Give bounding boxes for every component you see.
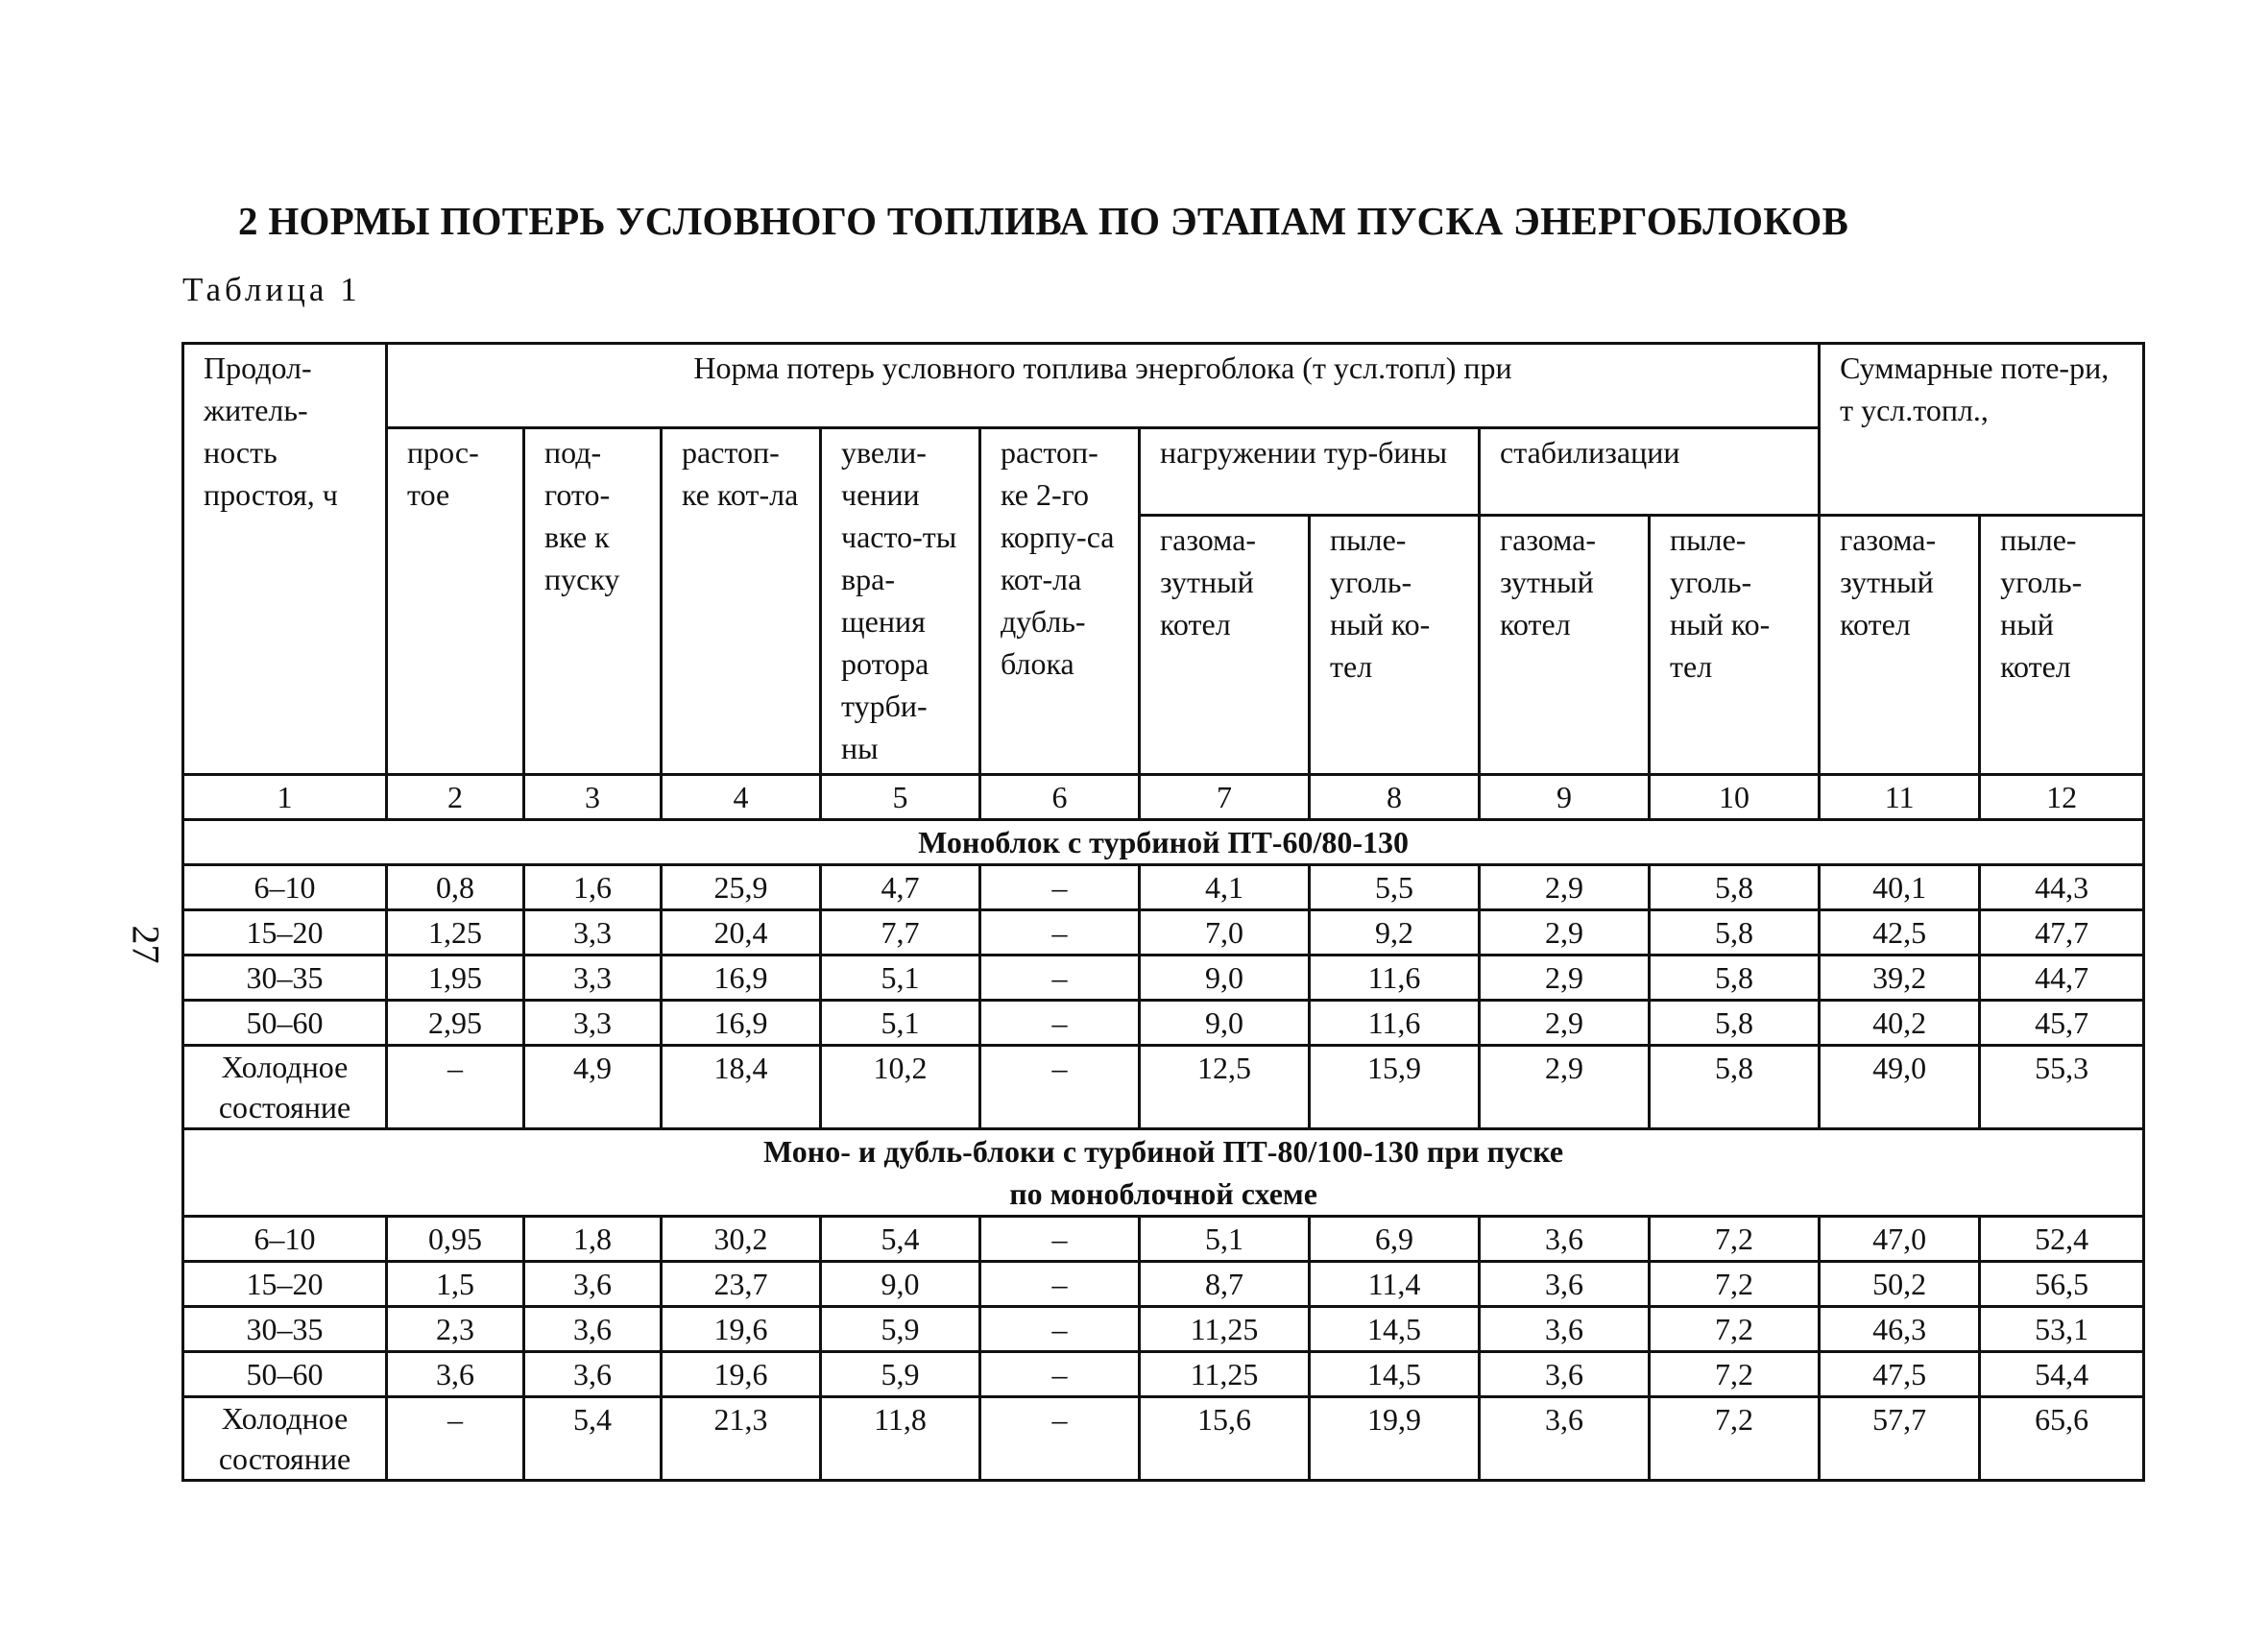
value-cell: 1,8 <box>524 1217 662 1262</box>
duration-cell: 6–10 <box>183 865 387 910</box>
header-stab-gas: газома-зутный котел <box>1480 516 1650 775</box>
header-total-coal: пыле-уголь-ный котел <box>1980 516 2144 775</box>
table-row <box>183 1352 2144 1397</box>
value-cell: 7,2 <box>1650 1352 1820 1397</box>
value-cell: 46,3 <box>1820 1307 1980 1352</box>
value-cell: 3,6 <box>524 1307 662 1352</box>
value-cell: 47,0 <box>1820 1217 1980 1262</box>
column-number-row <box>183 775 2144 820</box>
value-cell: 44,7 <box>1980 956 2144 1001</box>
duration-cell: 50–60 <box>183 1352 387 1397</box>
duration-cell: 6–10 <box>183 1217 387 1262</box>
value-cell: 3,6 <box>524 1262 662 1307</box>
value-cell: 57,7 <box>1820 1397 1980 1481</box>
section2-body <box>183 1217 2144 1481</box>
value-cell: 2,9 <box>1480 910 1650 956</box>
table-row <box>183 1001 2144 1046</box>
value-cell: 50,2 <box>1820 1262 1980 1307</box>
value-cell: 2,9 <box>1480 956 1650 1001</box>
header-col4: растоп-ке кот-ла <box>662 428 821 775</box>
section1-body <box>183 865 2144 1129</box>
value-cell: 11,6 <box>1310 956 1480 1001</box>
value-cell: 6,9 <box>1310 1217 1480 1262</box>
value-cell: – <box>980 1397 1140 1481</box>
table-row <box>183 1217 2144 1262</box>
header-loading-gas: газома-зутный котел <box>1140 516 1310 775</box>
value-cell: – <box>980 1001 1140 1046</box>
table-row <box>183 865 2144 910</box>
header-loading: нагружении тур-бины <box>1140 428 1480 516</box>
value-cell: 65,6 <box>1980 1397 2144 1481</box>
page-number: 27 <box>124 925 168 964</box>
value-cell: 7,7 <box>821 910 980 956</box>
value-cell: – <box>980 1046 1140 1129</box>
value-cell: 9,2 <box>1310 910 1480 956</box>
value-cell: 0,95 <box>387 1217 524 1262</box>
duration-cell: 50–60 <box>183 1001 387 1046</box>
value-cell: – <box>980 910 1140 956</box>
value-cell: 9,0 <box>821 1262 980 1307</box>
value-cell: 2,3 <box>387 1307 524 1352</box>
value-cell: 5,8 <box>1650 1001 1820 1046</box>
value-cell: 5,4 <box>524 1397 662 1481</box>
value-cell: – <box>980 956 1140 1001</box>
value-cell: 8,7 <box>1140 1262 1310 1307</box>
value-cell: 5,5 <box>1310 865 1480 910</box>
table-row <box>183 956 2144 1001</box>
value-cell: 7,0 <box>1140 910 1310 956</box>
value-cell: 11,4 <box>1310 1262 1480 1307</box>
header-duration: Продол-житель-ность простоя, ч <box>183 344 387 775</box>
value-cell: 25,9 <box>662 865 821 910</box>
value-cell: 11,25 <box>1140 1352 1310 1397</box>
header-row-1 <box>183 344 2144 428</box>
value-cell: 5,9 <box>821 1352 980 1397</box>
header-total-gas: газома-зутный котел <box>1820 516 1980 775</box>
value-cell: 19,9 <box>1310 1397 1480 1481</box>
value-cell: 5,8 <box>1650 956 1820 1001</box>
table-label: Таблица 1 <box>182 271 361 308</box>
value-cell: 47,5 <box>1820 1352 1980 1397</box>
value-cell: 2,9 <box>1480 1001 1650 1046</box>
column-number: 7 <box>1140 775 1310 820</box>
value-cell: 3,6 <box>1480 1352 1650 1397</box>
duration-cell: Холодное состояние <box>183 1046 387 1129</box>
value-cell: 14,5 <box>1310 1307 1480 1352</box>
duration-cell: 15–20 <box>183 910 387 956</box>
fuel-loss-norms-table <box>181 342 2145 1482</box>
header-col6: растоп-ке 2-го корпу-са кот-ла дубль-блока <box>980 428 1140 775</box>
value-cell: 3,6 <box>387 1352 524 1397</box>
value-cell: – <box>980 865 1140 910</box>
page-heading: 2 НОРМЫ ПОТЕРЬ УСЛОВНОГО ТОПЛИВА ПО ЭТАПАМ ПУСКА ЭНЕРГОБЛОКОВ <box>238 199 1849 243</box>
value-cell: – <box>980 1262 1140 1307</box>
value-cell: 5,1 <box>821 1001 980 1046</box>
value-cell: 9,0 <box>1140 956 1310 1001</box>
value-cell: 3,3 <box>524 956 662 1001</box>
duration-cell: 15–20 <box>183 1262 387 1307</box>
value-cell: 11,25 <box>1140 1307 1310 1352</box>
value-cell: – <box>387 1046 524 1129</box>
value-cell: 1,6 <box>524 865 662 910</box>
header-norm-group: Норма потерь условного топлива энергоблока (т усл.топл) при <box>387 344 1820 428</box>
value-cell: 47,7 <box>1980 910 2144 956</box>
header-stabilization: стабилизации <box>1480 428 1820 516</box>
value-cell: 3,6 <box>1480 1307 1650 1352</box>
value-cell: 5,8 <box>1650 1046 1820 1129</box>
value-cell: – <box>387 1397 524 1481</box>
column-number: 12 <box>1980 775 2144 820</box>
value-cell: 11,8 <box>821 1397 980 1481</box>
value-cell: – <box>980 1217 1140 1262</box>
column-number: 5 <box>821 775 980 820</box>
value-cell: 2,95 <box>387 1001 524 1046</box>
header-col3: под-гото-вке к пуску <box>524 428 662 775</box>
value-cell: 19,6 <box>662 1307 821 1352</box>
value-cell: 3,6 <box>1480 1262 1650 1307</box>
value-cell: 3,6 <box>1480 1217 1650 1262</box>
value-cell: 5,1 <box>1140 1217 1310 1262</box>
column-number: 11 <box>1820 775 1980 820</box>
value-cell: 39,2 <box>1820 956 1980 1001</box>
value-cell: 1,95 <box>387 956 524 1001</box>
value-cell: 1,5 <box>387 1262 524 1307</box>
duration-cell: 30–35 <box>183 1307 387 1352</box>
table-row <box>183 910 2144 956</box>
value-cell: 40,2 <box>1820 1001 1980 1046</box>
value-cell: 49,0 <box>1820 1046 1980 1129</box>
section-title <box>183 1129 2144 1217</box>
header-total-group: Суммарные поте-ри, т усл.топл., <box>1820 344 2144 516</box>
value-cell: 21,3 <box>662 1397 821 1481</box>
value-cell: 4,1 <box>1140 865 1310 910</box>
value-cell: 19,6 <box>662 1352 821 1397</box>
section-title-line: по моноблочной схеме <box>1009 1176 1317 1211</box>
value-cell: 2,9 <box>1480 1046 1650 1129</box>
value-cell: 12,5 <box>1140 1046 1310 1129</box>
value-cell: 7,2 <box>1650 1262 1820 1307</box>
header-stab-coal: пыле-уголь-ный ко-тел <box>1650 516 1820 775</box>
table-row <box>183 1262 2144 1307</box>
header-col5: увели-чении часто-ты вра-щения ротора турби-ны <box>821 428 980 775</box>
value-cell: 10,2 <box>821 1046 980 1129</box>
value-cell: 30,2 <box>662 1217 821 1262</box>
value-cell: 18,4 <box>662 1046 821 1129</box>
value-cell: 3,6 <box>524 1352 662 1397</box>
value-cell: 7,2 <box>1650 1397 1820 1481</box>
value-cell: 52,4 <box>1980 1217 2144 1262</box>
section-title-line: Моно- и дубль-блоки с турбиной ПТ-80/100-130 при пуске <box>763 1134 1564 1169</box>
value-cell: 20,4 <box>662 910 821 956</box>
column-number: 3 <box>524 775 662 820</box>
value-cell: 9,0 <box>1140 1001 1310 1046</box>
column-number: 6 <box>980 775 1140 820</box>
table-row <box>183 1397 2144 1481</box>
column-number: 1 <box>183 775 387 820</box>
value-cell: 5,1 <box>821 956 980 1001</box>
value-cell: 15,6 <box>1140 1397 1310 1481</box>
table-row <box>183 1046 2144 1129</box>
value-cell: 15,9 <box>1310 1046 1480 1129</box>
value-cell: 23,7 <box>662 1262 821 1307</box>
value-cell: 44,3 <box>1980 865 2144 910</box>
value-cell: 4,7 <box>821 865 980 910</box>
value-cell: 53,1 <box>1980 1307 2144 1352</box>
value-cell: 1,25 <box>387 910 524 956</box>
value-cell: 45,7 <box>1980 1001 2144 1046</box>
value-cell: 5,9 <box>821 1307 980 1352</box>
value-cell: 14,5 <box>1310 1352 1480 1397</box>
column-number: 2 <box>387 775 524 820</box>
value-cell: 3,3 <box>524 1001 662 1046</box>
value-cell: 2,9 <box>1480 865 1650 910</box>
value-cell: 5,4 <box>821 1217 980 1262</box>
value-cell: 16,9 <box>662 1001 821 1046</box>
value-cell: 0,8 <box>387 865 524 910</box>
value-cell: 5,8 <box>1650 865 1820 910</box>
value-cell: 3,6 <box>1480 1397 1650 1481</box>
section-title: Моноблок с турбиной ПТ-60/80-130 <box>183 820 2144 865</box>
column-number: 8 <box>1310 775 1480 820</box>
value-cell: 11,6 <box>1310 1001 1480 1046</box>
duration-cell: Холодное состояние <box>183 1397 387 1481</box>
value-cell: – <box>980 1352 1140 1397</box>
column-number: 4 <box>662 775 821 820</box>
value-cell: 40,1 <box>1820 865 1980 910</box>
value-cell: 55,3 <box>1980 1046 2144 1129</box>
value-cell: – <box>980 1307 1140 1352</box>
value-cell: 5,8 <box>1650 910 1820 956</box>
section-row <box>183 820 2144 865</box>
value-cell: 56,5 <box>1980 1262 2144 1307</box>
value-cell: 54,4 <box>1980 1352 2144 1397</box>
value-cell: 3,3 <box>524 910 662 956</box>
header-loading-coal: пыле-уголь-ный ко-тел <box>1310 516 1480 775</box>
table-row <box>183 1307 2144 1352</box>
value-cell: 7,2 <box>1650 1307 1820 1352</box>
value-cell: 42,5 <box>1820 910 1980 956</box>
column-number: 9 <box>1480 775 1650 820</box>
header-col2: прос-тое <box>387 428 524 775</box>
section-row <box>183 1129 2144 1217</box>
value-cell: 7,2 <box>1650 1217 1820 1262</box>
duration-cell: 30–35 <box>183 956 387 1001</box>
column-number: 10 <box>1650 775 1820 820</box>
value-cell: 16,9 <box>662 956 821 1001</box>
value-cell: 4,9 <box>524 1046 662 1129</box>
